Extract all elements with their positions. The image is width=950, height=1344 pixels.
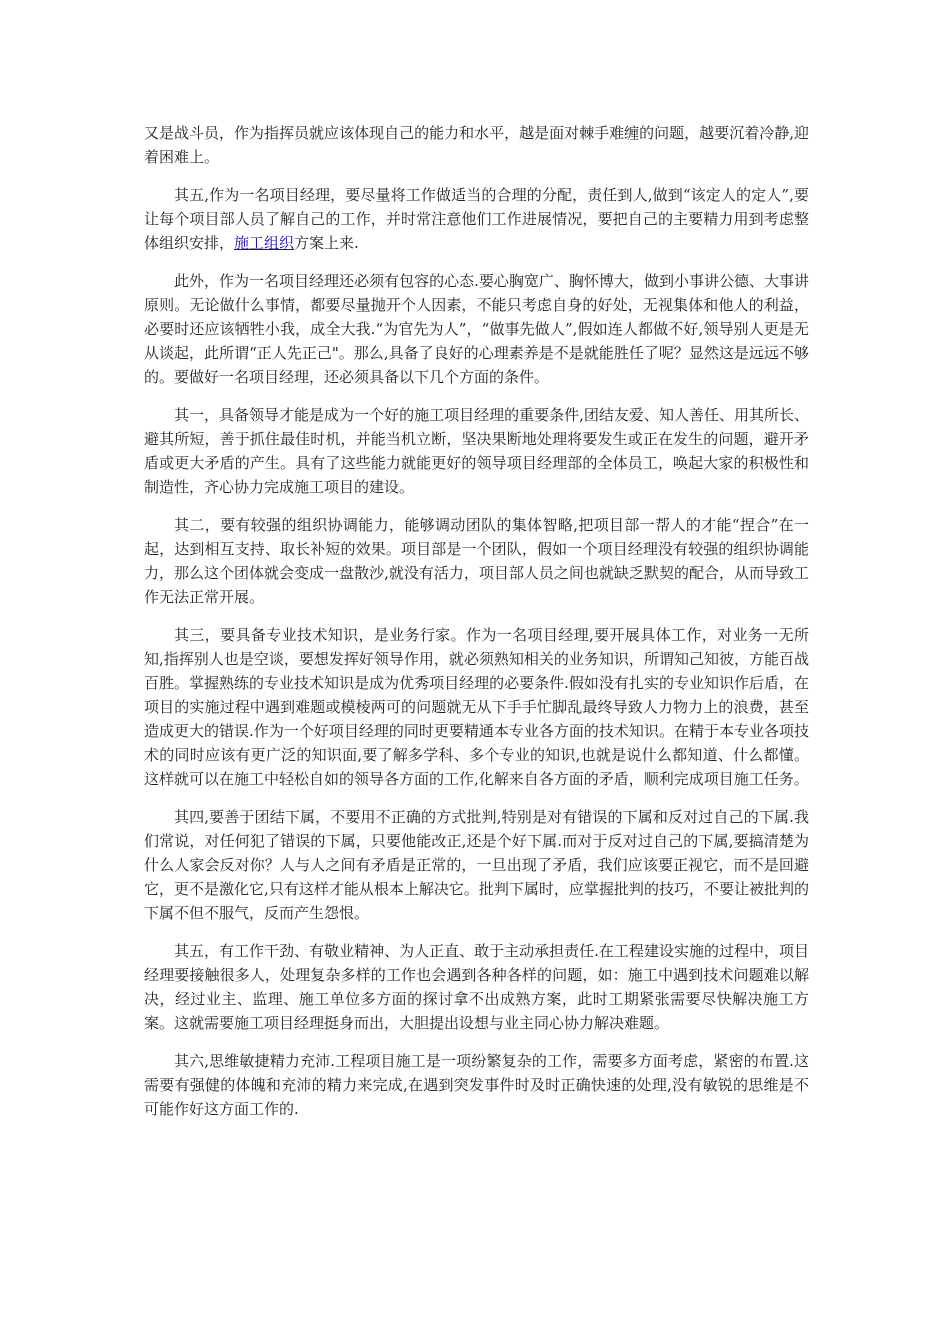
paragraph-point-one-leadership: 其一，具备领导才能是成为一个好的施工项目经理的重要条件,团结友爱、知人善任、用其所长、避其所短，善于抓住最佳时机，并能当机立断，坚决果断地处理将要发生或正在发生的问题，避开矛盾或更大矛盾的产生。具有了这些能力就能更好的领导项目经理部的全体员工，唤起大家的积极性和制造性，齐心协力完成施工项目的建设。 bbox=[144, 406, 809, 496]
paragraph-inclusive-mindset: 此外，作为一名项目经理还必须有包容的心态.要心胸宽广、胸怀博大，做到小事讲公德、大事讲原则。无论做什么事情，都要尽量抛开个人因素，不能只考虑自身的好处，无视集体和他人的利益，必要时还应该牺牲小我，成全大我.“为官先为人”，“做事先做人”,假如连人都做不好,领导别人更是无从谈起，此所谓“正人先正己"。那么,具备了良好的心理素养是不是就能胜任了呢？显然这是远远不够的。要做好一名项目经理，还必须具备以下几个方面的条件。 bbox=[144, 272, 809, 386]
paragraph-point-four-unity: 其四,要善于团结下属，不要用不正确的方式批判,特别是对有错误的下属和反对过自己的下属.我们常说，对任何犯了错误的下属，只要他能改正,还是个好下属.而对于反对过自己的下属,要搞清楚为什么人家会反对你？人与人之间有矛盾是正常的，一旦出现了矛盾，我们应该要正视它，而不是回避它，更不是激化它,只有这样才能从根本上解决它。批判下属时，应掌握批判的技巧，不要让被批判的下属不但不服气，反而产生怨恨。 bbox=[144, 808, 809, 922]
paragraph-point-three-expertise: 其三，要具备专业技术知识，是业务行家。作为一名项目经理,要开展具体工作，对业务一无所知,指挥别人也是空谈，要想发挥好领导作用，就必须熟知相关的业务知识，所谓知己知彼，方能百战百胜。掌握熟练的专业技术知识是成为优秀项目经理的必要条件.假如没有扎实的专业知识作后盾，在项目的实施过程中遇到难题或模棱两可的问题就无从下手手忙脚乱最终导致人力物力上的浪费，甚至造成更大的错误.作为一个好项目经理的同时更要精通本专业各方面的技术知识。在精于本专业各项技术的同时应该有更广泛的知识面,要了解多学科、多个专业的知识,也就是说什么都知道、什么都懂。这样就可以在施工中轻松自如的领导各方面的工作,化解来自各方面的矛盾，顺利完成项目施工任务。 bbox=[144, 626, 809, 788]
paragraph-point-five-dedication: 其五，有工作干劲、有敬业精神、为人正直、敢于主动承担责任.在工程建设实施的过程中，项目经理要接触很多人，处理复杂多样的工作也会遇到各种各样的问题，如：施工中遇到技术问题难以解决，经过业主、监理、施工单位多方面的探讨拿不出成熟方案，此时工期紧张需要尽快解决施工方案。这就需要施工项目经理挺身而出，大胆提出设想与业主同心协力解决难题。 bbox=[144, 942, 809, 1032]
document-page bbox=[144, 121, 809, 1135]
construction-organization-link[interactable]: 施工组织 bbox=[234, 234, 295, 252]
paragraph-point-two-coordination: 其二，要有较强的组织协调能力，能够调动团队的集体智略,把项目部一帮人的才能“捏合”在一起，达到相互支持、取长补短的效果。项目部是一个团队，假如一个项目经理没有较强的组织协调能力，那么这个团体就会变成一盘散沙,就没有活力，项目部人员之间也就缺乏默契的配合，从而导致工作无法正常开展。 bbox=[144, 516, 809, 606]
paragraph-continuation: 又是战斗员，作为指挥员就应该体现自己的能力和水平，越是面对棘手难缠的问题，越要沉着冷静,迎着困难上。 bbox=[144, 124, 809, 166]
paragraph-text: 方案上来. bbox=[294, 234, 359, 252]
paragraph-point-six-energy: 其六,思维敏捷精力充沛.工程项目施工是一项纷繁复杂的工作，需要多方面考虑，紧密的布置.这需要有强健的体魄和充沛的精力来完成,在遇到突发事件时及时正确快速的处理,没有敏锐的思维是不可能作好这方面工作的. bbox=[144, 1052, 809, 1118]
paragraph-point-five-organization bbox=[144, 183, 809, 255]
paragraph-text: 其五,作为一名项目经理，要尽量将工作做适当的合理的分配，责任到人,做到“该定人的定人”,要让每个项目部人员了解自己的工作，并时常注意他们工作进展情况，要把自己的主要精力用到考虑整体组织安排， bbox=[144, 186, 809, 252]
